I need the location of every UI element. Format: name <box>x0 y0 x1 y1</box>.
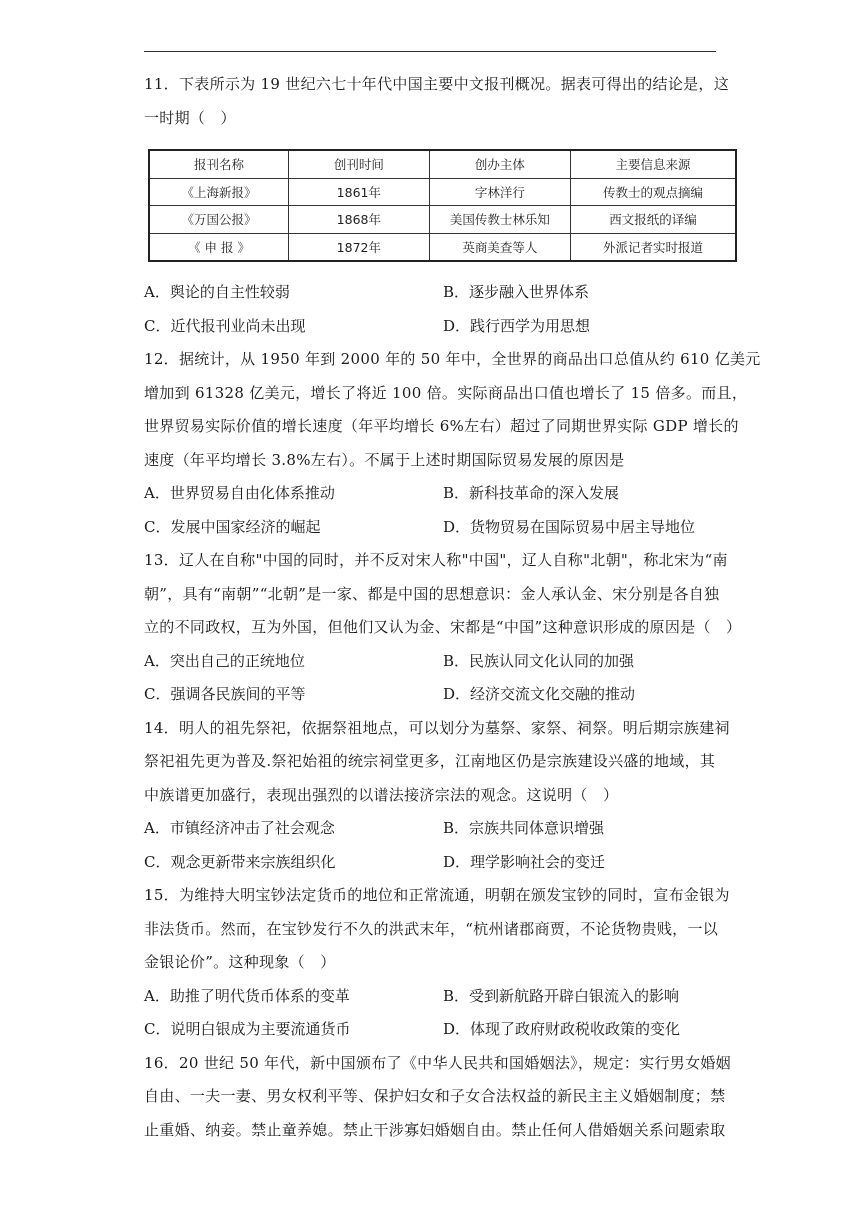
question-text-line: 12．据统计，从 1950 年到 2000 年的 50 年中，全世界的商品出口总值从约 610 亿美元 <box>144 350 761 368</box>
newspaper-table-wrapper <box>148 149 719 262</box>
question-13 <box>144 544 742 712</box>
table-cell: 西文报纸的译编 <box>571 206 736 234</box>
option-d[interactable]: D．理学影响社会的变迁 <box>443 852 606 871</box>
option-a[interactable]: A．世界贸易自由化体系推动 <box>144 484 335 502</box>
options-row <box>144 678 719 712</box>
table-cell: 字林洋行 <box>429 178 570 206</box>
option-c[interactable]: C．近代报刊业尚未出现 <box>144 316 306 335</box>
question-15 <box>144 879 730 1047</box>
options-row <box>144 511 719 545</box>
table-row <box>149 178 736 206</box>
question-text-line: 一时期（ ） <box>144 108 236 127</box>
table-cell: 1872年 <box>289 233 430 261</box>
options-row <box>144 846 719 880</box>
table-cell: 1861年 <box>289 178 430 206</box>
option-a[interactable]: A．突出自己的正统地位 <box>144 651 305 670</box>
question-text-line: 世界贸易实际价值的增长速度（年平均增长 6%左右）超过了同期世界实际 GDP 增长的 <box>144 417 739 435</box>
option-b[interactable]: B．受到新航路开辟白银流入的影响 <box>443 986 680 1005</box>
header-rule <box>144 51 716 52</box>
question-text-line: 速度（年平均增长 3.8%左右）。不属于上述时期国际贸易发展的原因是 <box>144 450 625 469</box>
question-text-line: 金银论价”。这种现象（ ） <box>144 953 336 971</box>
question-text-line: 16．20 世纪 50 年代，新中国颁布了《中华人民共和国婚姻法》，规定：实行男女婚姻 <box>144 1053 731 1072</box>
table-cell: 美国传教士林乐知 <box>429 206 570 234</box>
table-cell: 《 申 报 》 <box>149 233 289 261</box>
option-d[interactable]: D．践行西学为用思想 <box>443 316 591 335</box>
option-d[interactable]: D．经济交流文化交融的推动 <box>443 685 636 703</box>
question-text-line: 增加到 61328 亿美元，增长了将近 100 倍。实际商品出口值也增长了 15 倍多。而且， <box>144 383 748 402</box>
newspaper-table <box>148 149 737 262</box>
option-b[interactable]: B．宗族共同体意识增强 <box>443 819 605 837</box>
question-text-line: 止重婚、纳妾。禁止童养媳。禁止干涉寡妇婚姻自由。禁止任何人借婚姻关系问题索取 <box>144 1120 726 1139</box>
option-c[interactable]: C．发展中国家经济的崛起 <box>144 517 321 536</box>
question-text-line: 13．辽人在自称"中国的同时，并不反对宋人称"中国"，辽人自称"北朝"，称北宋为“南 <box>144 551 728 569</box>
question-text-line: 朝”，具有“南朝”“北朝”是一家、都是中国的思想意识：金人承认金、宋分别是各自独 <box>144 584 720 603</box>
table-row <box>149 233 736 261</box>
table-cell: 《万国公报》 <box>149 206 289 234</box>
question-16 <box>144 1047 731 1148</box>
table-header-row <box>149 150 736 178</box>
question-14 <box>144 712 730 880</box>
question-list <box>144 68 761 1147</box>
table-cell: 1868年 <box>289 206 430 234</box>
table-cell: 外派记者实时报道 <box>571 233 736 261</box>
option-a[interactable]: A．市镇经济冲击了社会观念 <box>144 819 335 837</box>
table-header-cell: 创刊时间 <box>289 150 430 178</box>
table-header-cell: 报刊名称 <box>149 150 289 178</box>
question-text-line: 15．为维持大明宝钞法定货币的地位和正常流通，明朝在颁发宝钞的同时，宣布金银为 <box>144 886 730 904</box>
question-text-line: 祭祀祖先更为普及.祭祀始祖的统宗祠堂更多，江南地区仍是宗族建设兴盛的地域，其 <box>144 752 716 770</box>
table-cell: 传教士的观点摘编 <box>571 178 736 206</box>
table-row <box>149 206 736 234</box>
options-row <box>144 276 719 310</box>
table-header-cell: 创办主体 <box>429 150 570 178</box>
table-cell: 《上海新报》 <box>149 178 289 206</box>
option-c[interactable]: C．观念更新带来宗族组织化 <box>144 852 336 871</box>
option-d[interactable]: D．体现了政府财政税收政策的变化 <box>443 1020 681 1038</box>
options-row <box>144 477 719 511</box>
option-d[interactable]: D．货物贸易在国际贸易中居主导地位 <box>443 517 696 536</box>
question-text-line: 立的不同政权，互为外国，但他们又认为金、宋都是“中国”这种意识形成的原因是（ ） <box>144 618 742 636</box>
options-row <box>144 645 719 679</box>
question-text-line: 自由、一夫一妻、男女权利平等、保护妇女和子女合法权益的新民主主义婚姻制度；禁 <box>144 1087 726 1105</box>
question-text-line: 非法货币。然而，在宝钞发行不久的洪武末年，“杭州诸郡商贾，不论货物贵贱，一以 <box>144 919 719 938</box>
options-row <box>144 1013 719 1047</box>
option-c[interactable]: C．说明白银成为主要流通货币 <box>144 1020 351 1038</box>
options-row <box>144 310 719 344</box>
table-header-cell: 主要信息来源 <box>571 150 736 178</box>
table-cell: 英商美查等人 <box>429 233 570 261</box>
option-a[interactable]: A．助推了明代货币体系的变革 <box>144 986 350 1005</box>
option-a[interactable]: A．舆论的自主性较弱 <box>144 283 290 301</box>
option-b[interactable]: B．逐步融入世界体系 <box>443 283 590 301</box>
option-b[interactable]: B．新科技革命的深入发展 <box>443 484 620 502</box>
options-row <box>144 812 719 846</box>
options-row <box>144 980 719 1014</box>
option-b[interactable]: B．民族认同文化认同的加强 <box>443 651 635 670</box>
question-11 <box>144 68 730 343</box>
question-text-line: 中族谱更加盛行，表现出强烈的以谱法接济宗法的观念。这说明（ ） <box>144 785 619 804</box>
question-12 <box>144 343 761 544</box>
question-text-line: 11．下表所示为 19 世纪六七十年代中国主要中文报刊概况。据表可得出的结论是，这 <box>144 75 730 93</box>
option-c[interactable]: C．强调各民族间的平等 <box>144 685 306 703</box>
question-text-line: 14．明人的祖先祭祀，依据祭祖地点，可以划分为墓祭、家祭、祠祭。明后期宗族建祠 <box>144 718 730 737</box>
